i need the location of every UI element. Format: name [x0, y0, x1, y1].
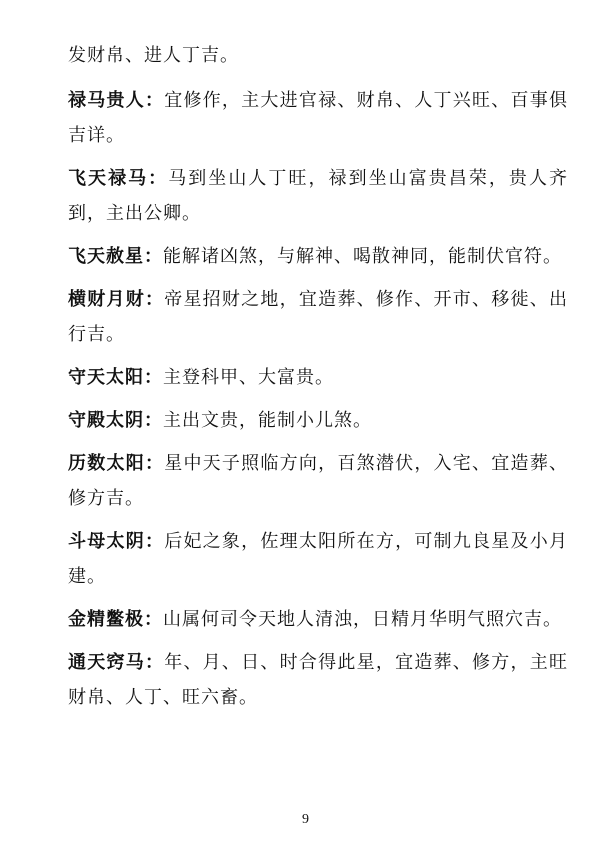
entry-text: 主登科甲、大富贵。 — [163, 367, 334, 388]
entry-paragraph — [68, 645, 568, 715]
entry-list — [68, 38, 568, 723]
entry-term: 禄马贵人： — [68, 90, 165, 111]
entry-text: 山属何司令天地人清浊，日精月华明气照穴吉。 — [163, 609, 562, 630]
page-number: 9 — [302, 812, 309, 827]
entry-text: 后妃之象，佐理太阳所在方，可制九良星及小月建。 — [68, 531, 569, 587]
entry-text: 星中天子照临方向，百煞潜伏，入宅、宜造葬、修方吉。 — [68, 453, 569, 509]
entry-paragraph — [68, 524, 568, 594]
entry-paragraph — [68, 446, 568, 516]
entry-term: 通天窍马： — [68, 652, 165, 673]
entry-term: 守殿太阴： — [68, 410, 163, 431]
entry-paragraph — [68, 602, 568, 637]
entry-text: 主出文贵，能制小儿煞。 — [163, 410, 372, 431]
entry-term: 守天太阳： — [68, 367, 163, 388]
entry-paragraph — [68, 239, 568, 274]
continuation-paragraph — [68, 38, 568, 73]
entry-paragraph — [68, 360, 568, 395]
entry-text: 帝星招财之地，宜造葬、修作、开市、移徙、出行吉。 — [68, 289, 569, 345]
entry-paragraph — [68, 282, 568, 352]
entry-text: 马到坐山人丁旺，禄到坐山富贵昌荣，贵人齐到，主出公卿。 — [68, 168, 569, 224]
continuation-text: 发财帛、进人丁吉。 — [68, 45, 239, 66]
entry-term: 斗母太阴： — [68, 531, 165, 552]
entry-paragraph — [68, 83, 568, 153]
entry-paragraph — [68, 403, 568, 438]
entry-term: 飞天禄马： — [68, 168, 169, 189]
entry-text: 能解诸凶煞，与解神、喝散神同，能制伏官符。 — [163, 246, 562, 267]
entry-term: 历数太阳： — [68, 453, 165, 474]
entry-term: 横财月财： — [68, 289, 165, 310]
entry-text: 宜修作，主大进官禄、财帛、人丁兴旺、百事俱吉详。 — [68, 90, 569, 146]
entry-term: 飞天赦星： — [68, 246, 163, 267]
entry-paragraph — [68, 161, 568, 231]
entry-term: 金精鳖极： — [68, 609, 163, 630]
entry-text: 年、月、日、时合得此星，宜造葬、修方，主旺财帛、人丁、旺六畜。 — [68, 652, 569, 708]
